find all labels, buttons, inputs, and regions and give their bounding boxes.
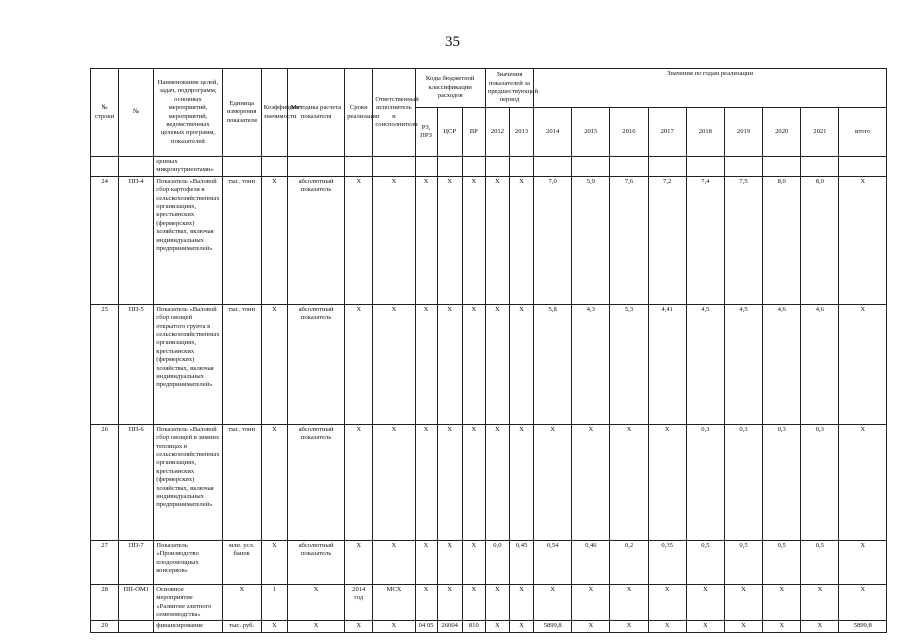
cell-value-2016: X [610, 584, 648, 621]
cell-value-total: X [839, 304, 887, 424]
cell-unit: тыс. руб. [222, 621, 261, 633]
cell-coef: X [261, 621, 287, 633]
cell-vr: 810 [462, 621, 485, 633]
cell-terms: 2014 год [345, 584, 373, 621]
header-name: Наименование целей, задач, подпрограмм, основных мероприятий, мероприятий, ведомственных целевых программ, показателей [154, 69, 222, 157]
cell-resp: X [373, 424, 415, 540]
cell-unit: тыс. тонн [222, 176, 261, 304]
cell-value-total: X [839, 540, 887, 584]
cell-value-2020: 0,3 [763, 424, 801, 540]
cell-value-2013: X [509, 584, 533, 621]
table-row [91, 540, 887, 584]
indicators-table [90, 68, 887, 633]
page-number: 35 [445, 34, 460, 50]
cell-value-2014: 0,54 [534, 540, 572, 584]
table-row [91, 584, 887, 621]
cell-value-2017: 4,41 [648, 304, 686, 424]
header-num: № [119, 69, 154, 157]
cell-method: X [287, 584, 344, 621]
header-2015: 2015 [572, 108, 610, 157]
header-by-year: Значения по годам реализации [534, 69, 887, 108]
header-2014: 2014 [534, 108, 572, 157]
header-2018: 2018 [686, 108, 724, 157]
header-2021: 2021 [801, 108, 839, 157]
cell-name: финансирование [154, 621, 222, 633]
header-terms: Сроки реализации [345, 69, 373, 157]
cell-unit: млн. усл. банок [222, 540, 261, 584]
header-method: Методика расчета показателя [287, 69, 344, 157]
cell-value-2019: 7,5 [724, 176, 762, 304]
cell-terms: X [345, 540, 373, 584]
cell-code: ПП-4 [119, 176, 154, 304]
cell-name: Показатель «Валовой сбор овощей открытого грунта в сельскохозяйственных организациях, крестьянских (фермерских) хозяйствах, включая индивидуальных предпринимателей» [154, 304, 222, 424]
cell-terms: X [345, 424, 373, 540]
cell-value-2019: 0,3 [724, 424, 762, 540]
continuation-row [91, 157, 887, 177]
header-2013: 2013 [509, 108, 533, 157]
cell-value-2020: X [763, 621, 801, 633]
cell-value-2014: 5,8 [534, 304, 572, 424]
cell-value-2012: X [485, 176, 509, 304]
cell-code: ПП-ОМ1 [119, 584, 154, 621]
cell-name: Показатель «Валовой сбор картофеля в сельскохозяйственных организациях, крестьянских (фермерских) хозяйствах, включая индивидуальных предпринимателей» [154, 176, 222, 304]
cell-value-2019: 0,5 [724, 540, 762, 584]
table-row [91, 176, 887, 304]
cell-vr: X [462, 176, 485, 304]
cell-value-2015: X [572, 621, 610, 633]
cell-method: абсолютный показатель [287, 424, 344, 540]
cell-value-total: X [839, 176, 887, 304]
cell-value-2017: X [648, 424, 686, 540]
cell-coef: X [261, 540, 287, 584]
cell-row-number: 27 [91, 540, 119, 584]
cell-value-2021: X [801, 621, 839, 633]
cell-value-2016: 5,3 [610, 304, 648, 424]
header-2016: 2016 [610, 108, 648, 157]
cell-value-2016: X [610, 424, 648, 540]
header-2012: 2012 [485, 108, 509, 157]
cell-value-2020: 8,0 [763, 176, 801, 304]
cell-value-2015: X [572, 424, 610, 540]
cell-method: абсолютный показатель [287, 176, 344, 304]
cell-value-2012: X [485, 304, 509, 424]
cell-resp: X [373, 540, 415, 584]
header-vr: ВР [462, 108, 485, 157]
cell-method: X [287, 621, 344, 633]
cell-rz: X [415, 540, 437, 584]
cell-value-2016: 0,2 [610, 540, 648, 584]
cell-name: Показатель «Производство плодоовощных консервов» [154, 540, 222, 584]
header-2017: 2017 [648, 108, 686, 157]
header-csr: ЦСР [437, 108, 462, 157]
cell-coef: X [261, 304, 287, 424]
cell-value-2018: 7,4 [686, 176, 724, 304]
cell-code: ПП-5 [119, 304, 154, 424]
cell-value-total: X [839, 424, 887, 540]
cell-terms: X [345, 304, 373, 424]
cell-value-2019: X [724, 621, 762, 633]
cell-value-2019: 4,5 [724, 304, 762, 424]
cell-unit: X [222, 584, 261, 621]
cell-value-2018: X [686, 584, 724, 621]
cell-value-2013: 0,45 [509, 540, 533, 584]
cell-row-number: 24 [91, 176, 119, 304]
cell-value-2015: 0,46 [572, 540, 610, 584]
cell-csr: X [437, 176, 462, 304]
cell-value-2020: 0,5 [763, 540, 801, 584]
cell-value-2021: 0,3 [801, 424, 839, 540]
cell-vr: X [462, 304, 485, 424]
cell-value-2012: X [485, 621, 509, 633]
cell-row-number: 28 [91, 584, 119, 621]
cell-terms: X [345, 621, 373, 633]
cell-name: Показатель «Валовой сбор овощей в зимних теплицах в сельскохозяйственных организациях, крестьянских (фермерских) хозяйствах, включая индивидуальных предпринимателей» [154, 424, 222, 540]
cell-rz: X [415, 584, 437, 621]
cell-value-2012: X [485, 424, 509, 540]
cell-value-2018: X [686, 621, 724, 633]
header-2019: 2019 [724, 108, 762, 157]
cell-value-2014: X [534, 584, 572, 621]
header-row-top [91, 69, 887, 108]
cell-coef: X [261, 424, 287, 540]
header-2020: 2020 [763, 108, 801, 157]
cell-value-2012: 0,0 [485, 540, 509, 584]
cell-value-2017: 0,35 [648, 540, 686, 584]
cell-value-2013: X [509, 424, 533, 540]
cell-code: ПП-6 [119, 424, 154, 540]
header-prev: Значения показателей за предшествующий период [485, 69, 533, 108]
cell-csr: 26004 [437, 621, 462, 633]
cell-rz: X [415, 304, 437, 424]
cell-value-2017: 7,2 [648, 176, 686, 304]
cell-value-2014: X [534, 424, 572, 540]
cell-value-2021: X [801, 584, 839, 621]
cell-value-2015: 5,9 [572, 176, 610, 304]
cell-value-2015: X [572, 584, 610, 621]
cell-unit: тыс. тонн [222, 424, 261, 540]
header-total: итого [839, 108, 887, 157]
cell-value-2014: 5899,8 [534, 621, 572, 633]
cell-value-2013: X [509, 621, 533, 633]
cell-method: абсолютный показатель [287, 540, 344, 584]
header-unit: Единица измерения показателя [222, 69, 261, 157]
cell-vr: X [462, 584, 485, 621]
cell-value-total: 5899,8 [839, 621, 887, 633]
cell-value-2021: 0,5 [801, 540, 839, 584]
cell-value-2013: X [509, 176, 533, 304]
header-budget: Коды бюджетной классификации расходов [415, 69, 485, 108]
cell-unit: тыс. тонн [222, 304, 261, 424]
cell-value-2018: 0,5 [686, 540, 724, 584]
cell-resp: МСХ [373, 584, 415, 621]
cell-value-2017: X [648, 584, 686, 621]
cell-code [119, 621, 154, 633]
cell-value-2019: X [724, 584, 762, 621]
table-row [91, 621, 887, 633]
cell-coef: X [261, 176, 287, 304]
cell-method: абсолютный показатель [287, 304, 344, 424]
cell-row-number: 25 [91, 304, 119, 424]
cell-value-2017: X [648, 621, 686, 633]
cell-vr: X [462, 540, 485, 584]
cell-rz: X [415, 176, 437, 304]
cell-value-2020: 4,6 [763, 304, 801, 424]
cell-value-2016: X [610, 621, 648, 633]
cell-value-2018: 4,5 [686, 304, 724, 424]
header-coef: Коэффициент значимости [261, 69, 287, 157]
cell-resp: X [373, 304, 415, 424]
table-row [91, 424, 887, 540]
cell-rz: 04 05 [415, 621, 437, 633]
continuation-text: ценных микронутриентами» [154, 157, 222, 177]
cell-value-total: X [839, 584, 887, 621]
header-rz: РЗ, ПРЗ [415, 108, 437, 157]
cell-value-2012: X [485, 584, 509, 621]
cell-csr: X [437, 424, 462, 540]
cell-csr: X [437, 540, 462, 584]
cell-value-2021: 4,6 [801, 304, 839, 424]
cell-resp: X [373, 176, 415, 304]
header-resp: Ответственный исполнитель и соисполнители [373, 69, 415, 157]
cell-rz: X [415, 424, 437, 540]
cell-row-number: 26 [91, 424, 119, 540]
cell-terms: X [345, 176, 373, 304]
cell-row-number: 29 [91, 621, 119, 633]
cell-vr: X [462, 424, 485, 540]
cell-value-2014: 7,0 [534, 176, 572, 304]
cell-resp: X [373, 621, 415, 633]
cell-value-2021: 8,0 [801, 176, 839, 304]
cell-value-2020: X [763, 584, 801, 621]
cell-csr: X [437, 304, 462, 424]
cell-value-2013: X [509, 304, 533, 424]
cell-value-2018: 0,3 [686, 424, 724, 540]
cell-name: Основное мероприятие «Развитие элитного семеноводства» [154, 584, 222, 621]
cell-coef: 1 [261, 584, 287, 621]
cell-csr: X [437, 584, 462, 621]
cell-code: ПП-7 [119, 540, 154, 584]
table-row [91, 304, 887, 424]
header-row-no: № строки [91, 69, 119, 157]
cell-value-2016: 7,6 [610, 176, 648, 304]
cell-value-2015: 4,3 [572, 304, 610, 424]
